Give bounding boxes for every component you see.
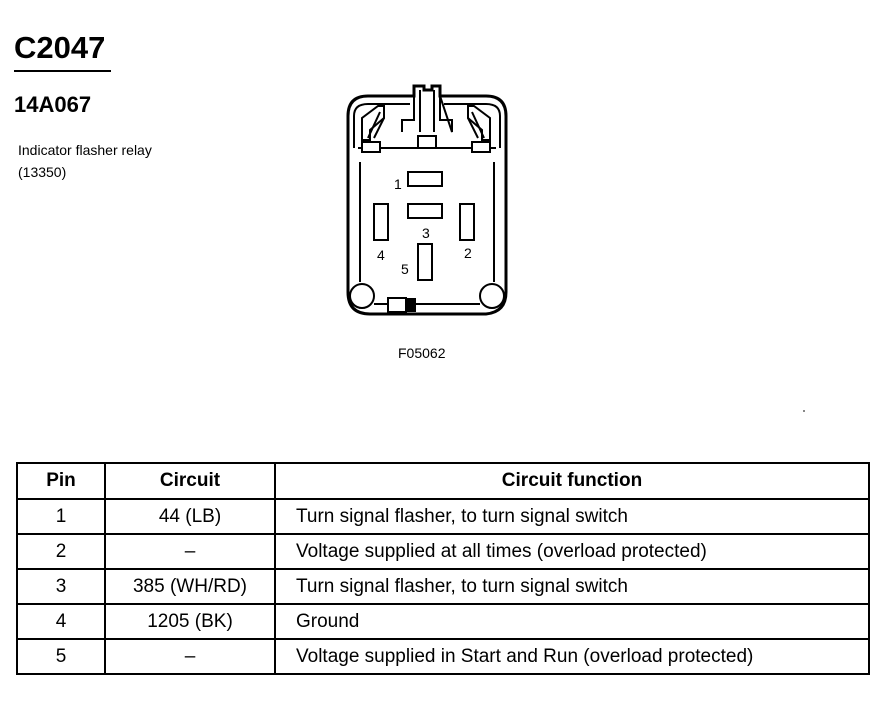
terminal-1	[408, 172, 442, 186]
terminal-5	[418, 244, 432, 280]
table-row	[17, 639, 869, 674]
circuit-cell: 1205 (BK)	[105, 604, 275, 639]
figure-code: F05062	[398, 345, 446, 361]
table-row	[17, 499, 869, 534]
header-pin: Pin	[17, 463, 105, 499]
terminal-4	[374, 204, 388, 240]
left-lock-tab	[362, 142, 380, 152]
table-row	[17, 534, 869, 569]
circuit-cell: 385 (WH/RD)	[105, 569, 275, 604]
pin-cell: 5	[17, 639, 105, 674]
pin-label-5: 5	[401, 261, 409, 277]
right-lock-tab	[472, 142, 490, 152]
function-cell: Voltage supplied at all times (overload protected)	[275, 534, 869, 569]
function-cell: Turn signal flasher, to turn signal switch	[275, 499, 869, 534]
bottom-key	[388, 298, 406, 312]
header-circuit: Circuit	[105, 463, 275, 499]
function-cell: Voltage supplied in Start and Run (overload protected)	[275, 639, 869, 674]
header-circuit-function: Circuit function	[275, 463, 869, 499]
connector-id: C2047	[14, 30, 106, 65]
table-header-row	[17, 463, 869, 499]
connector-face-diagram	[340, 82, 512, 322]
circuit-cell: –	[105, 639, 275, 674]
pin-table	[16, 462, 870, 675]
pin-cell: 3	[17, 569, 105, 604]
part-number: 14A067	[14, 92, 92, 117]
pin-cell: 2	[17, 534, 105, 569]
pin-label-3: 3	[422, 225, 430, 241]
terminal-3	[408, 204, 442, 218]
title-underline	[14, 70, 111, 72]
function-cell: Ground	[275, 604, 869, 639]
pin-label-4: 4	[377, 247, 385, 263]
terminal-2	[460, 204, 474, 240]
pin-cell: 4	[17, 604, 105, 639]
circuit-cell: –	[105, 534, 275, 569]
table-row	[17, 604, 869, 639]
table-row	[17, 569, 869, 604]
function-cell: Turn signal flasher, to turn signal switch	[275, 569, 869, 604]
pin-label-2: 2	[464, 245, 472, 261]
circuit-cell: 44 (LB)	[105, 499, 275, 534]
pin-label-1: 1	[394, 176, 402, 192]
speck	[803, 410, 805, 412]
pin-cell: 1	[17, 499, 105, 534]
connector-description: Indicator flasher relay (13350)	[18, 142, 152, 180]
